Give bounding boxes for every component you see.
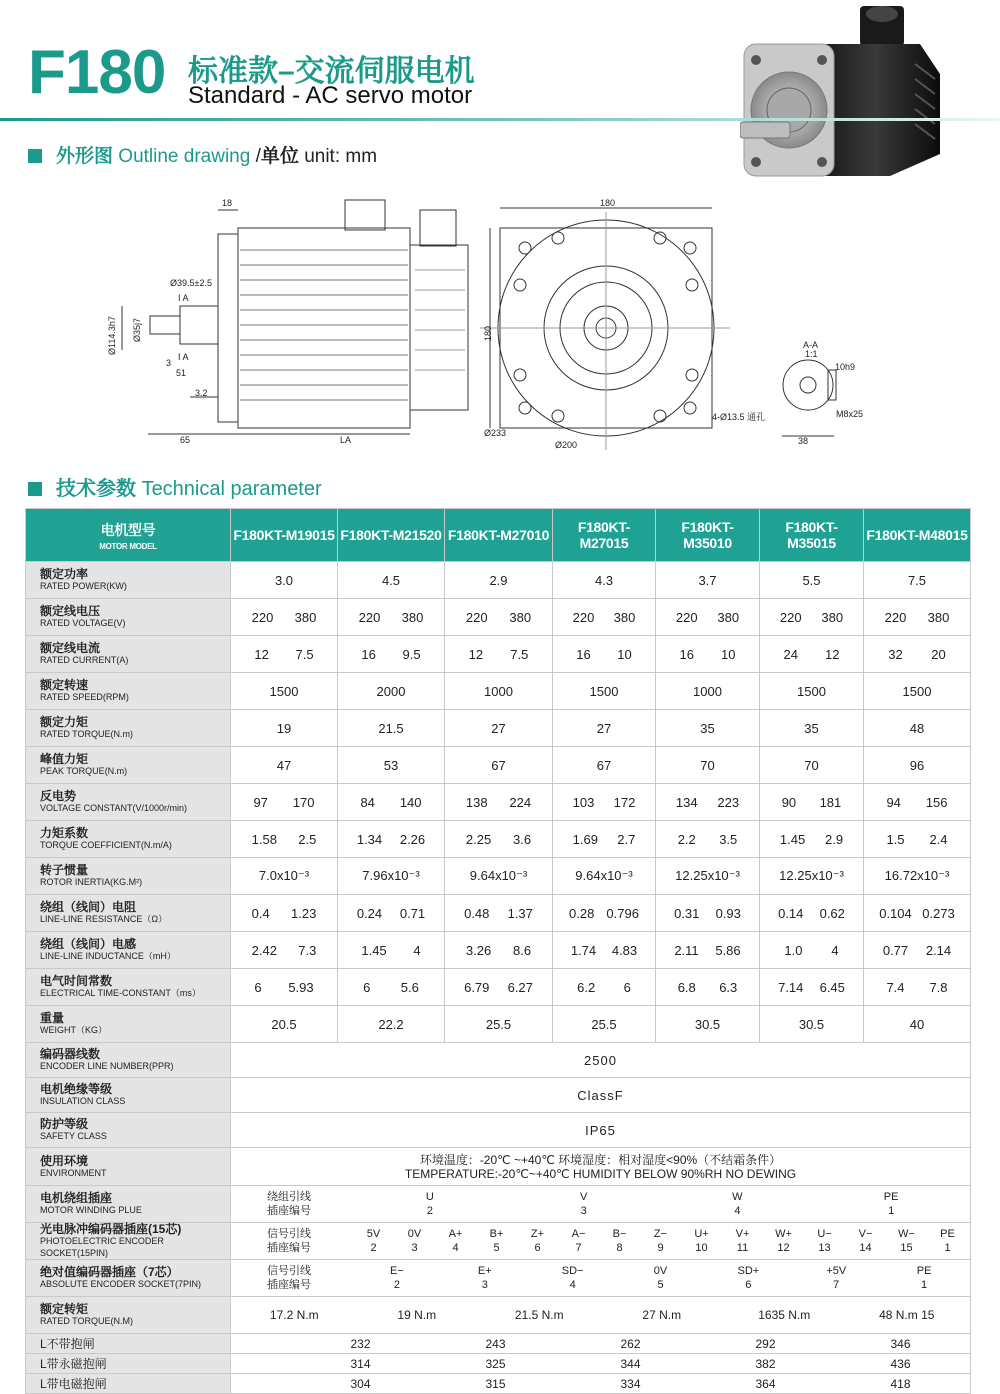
table-cell: 2.11 5.86 (656, 932, 760, 969)
dim-233: Ø233 (484, 428, 507, 438)
rated-torque-values: 17.2 N.m 19 N.m 21.5 N.m 27 N.m 1635 N.m 48 N.m 15 (231, 1297, 971, 1334)
dim-aa: A-A (803, 340, 819, 350)
table-cell: 2.25 3.6 (445, 821, 553, 858)
table-cell: 3.0 (231, 562, 338, 599)
dim-10: 10h9 (835, 362, 856, 372)
table-cell: 1.34 2.26 (338, 821, 445, 858)
table-row (26, 821, 971, 858)
environment-value: 环境温度：-20℃ ~+40℃ 环境湿度：相对湿度<90%（不结霜条件） TEMPERATURE:-20℃~+40℃ HUMIDITY BELOW 90%RH NO DEWING (231, 1148, 971, 1186)
table-row (26, 1148, 971, 1186)
absolute-pins: 信号引线 E− E+ SD− 0V SD+ +5V PE 插座编号 2 3 4 5 6 7 1 (231, 1260, 971, 1297)
motor-model-header: 电机型号 MOTOR MODEL (26, 509, 231, 562)
model-col: F180KT-M35015 (760, 509, 864, 562)
row-label: L不带抱闸 (26, 1334, 231, 1354)
motor-photo (740, 4, 945, 184)
table-cell: 20.5 (231, 1006, 338, 1043)
dim-180-side: 180 (483, 325, 493, 341)
table-cell: 53 (338, 747, 445, 784)
table-row (26, 895, 971, 932)
dim-la: LA (340, 435, 352, 445)
dim-3: 3 (166, 358, 172, 368)
table-cell: 22.2 (338, 1006, 445, 1043)
row-label: L带永磁抱闸 (26, 1354, 231, 1374)
table-row (26, 1354, 971, 1374)
table-cell: 1.45 4 (338, 932, 445, 969)
dim-m8: M8x25 (836, 409, 864, 419)
table-row (26, 1186, 971, 1223)
table-cell: 0.104 0.273 (864, 895, 971, 932)
table-cell: 220 380 (338, 599, 445, 636)
table-row (26, 1078, 971, 1113)
table-row (26, 710, 971, 747)
table-cell: 94 156 (864, 784, 971, 821)
table-cell: 30.5 (656, 1006, 760, 1043)
table-row (26, 932, 971, 969)
model-col: F180KT-M35010 (656, 509, 760, 562)
row-label: 峰值力矩 PEAK TORQUE(N.m) (26, 747, 231, 784)
row-label: 反电势 VOLTAGE CONSTANT(V/1000r/min) (26, 784, 231, 821)
table-cell: 25.5 (553, 1006, 656, 1043)
model-col: F180KT-M19015 (231, 509, 338, 562)
table-cell: 40 (864, 1006, 971, 1043)
outline-drawing (0, 190, 1000, 465)
table-cell: 0.48 1.37 (445, 895, 553, 932)
table-row (26, 1297, 971, 1334)
table-cell: 0.77 2.14 (864, 932, 971, 969)
table-cell: 1.74 4.83 (553, 932, 656, 969)
table-cell: 220 380 (760, 599, 864, 636)
table-cell: 9.64x10⁻³ (445, 858, 553, 895)
row-label: 电机绝缘等级 INSULATION CLASS (26, 1078, 231, 1113)
row-label: 额定线电流 RATED CURRENT(A) (26, 636, 231, 673)
table-cell: 2.9 (445, 562, 553, 599)
row-label: 额定线电压 RATED VOLTAGE(V) (26, 599, 231, 636)
table-row (26, 562, 971, 599)
table-cell: 0.24 0.71 (338, 895, 445, 932)
table-cell: 4.5 (338, 562, 445, 599)
table-cell: 1500 (864, 673, 971, 710)
table-cell: 7.14 6.45 (760, 969, 864, 1006)
table-cell: 220 380 (656, 599, 760, 636)
table-cell: 32 20 (864, 636, 971, 673)
length-values: 314 325 344 382 436 (231, 1354, 971, 1374)
dim-35: Ø35j7 (132, 317, 142, 342)
table-cell: 6.2 6 (553, 969, 656, 1006)
model-col: F180KT-M21520 (338, 509, 445, 562)
dim-holes: 4-Ø13.5 通孔 (712, 412, 766, 422)
table-cell: 7.4 7.8 (864, 969, 971, 1006)
table-cell: 24 12 (760, 636, 864, 673)
table-cell: 3.7 (656, 562, 760, 599)
dim-ia-2: I A (178, 352, 189, 362)
table-cell: 0.14 0.62 (760, 895, 864, 932)
table-cell: 67 (553, 747, 656, 784)
row-label: 重量 WEIGHT（KG） (26, 1006, 231, 1043)
table-cell: 96 (864, 747, 971, 784)
table-cell: 70 (760, 747, 864, 784)
dim-38: 38 (798, 436, 809, 446)
table-cell: 16.72x10⁻³ (864, 858, 971, 895)
table-row (26, 1113, 971, 1148)
table-cell: 1.45 2.9 (760, 821, 864, 858)
table-cell: 1.0 4 (760, 932, 864, 969)
table-cell: 30.5 (760, 1006, 864, 1043)
table-row (26, 969, 971, 1006)
table-cell: 138 224 (445, 784, 553, 821)
section-square-icon (28, 149, 42, 163)
table-cell: 12.25x10⁻³ (656, 858, 760, 895)
row-label: 转子惯量 ROTOR INERTIA(KG.M²) (26, 858, 231, 895)
table-cell: 90 181 (760, 784, 864, 821)
model-col: F180KT-M27015 (553, 509, 656, 562)
length-values: 304 315 334 364 418 (231, 1374, 971, 1394)
table-cell: 9.64x10⁻³ (553, 858, 656, 895)
table-cell: 97 170 (231, 784, 338, 821)
encoder-value: 2500 (231, 1043, 971, 1078)
table-cell: 134 223 (656, 784, 760, 821)
table-cell: 220 380 (553, 599, 656, 636)
dim-65: 65 (180, 435, 191, 445)
table-cell: 16 9.5 (338, 636, 445, 673)
table-header-row (26, 509, 971, 562)
tech-heading: 技术参数 Technical parameter (28, 472, 322, 501)
row-label: 光电脉冲编码器插座(15芯) PHOTOELECTRIC ENCODER SOCKET(15PIN) (26, 1223, 231, 1260)
table-cell: 1.58 2.5 (231, 821, 338, 858)
row-label: 额定力矩 RATED TORQUE(N.m) (26, 710, 231, 747)
table-cell: 4.3 (553, 562, 656, 599)
table-cell: 1000 (445, 673, 553, 710)
winding-pins: 绕组引线 U V W PE 插座编号 2 3 4 1 (231, 1186, 971, 1223)
dim-18: 18 (222, 198, 233, 208)
table-row (26, 1260, 971, 1297)
table-cell: 67 (445, 747, 553, 784)
table-row (26, 636, 971, 673)
header-rule (0, 118, 1000, 121)
table-cell: 35 (760, 710, 864, 747)
table-cell: 6 5.93 (231, 969, 338, 1006)
model-col: F180KT-M48015 (864, 509, 971, 562)
table-cell: 6.79 6.27 (445, 969, 553, 1006)
spec-table (25, 508, 971, 1394)
table-cell: 2000 (338, 673, 445, 710)
dim-180-top: 180 (600, 198, 616, 208)
table-cell: 7.0x10⁻³ (231, 858, 338, 895)
table-cell: 1.69 2.7 (553, 821, 656, 858)
table-cell: 27 (553, 710, 656, 747)
table-row (26, 1334, 971, 1354)
photo-pins: 信号引线 5V 0V A+ B+ Z+ A− B− Z− U+ V+ W+ U− V− W− PE 插座编号 2 3 4 5 6 7 8 9 10 11 12 13 14 15 1 (231, 1223, 971, 1260)
table-cell: 7.5 (864, 562, 971, 599)
table-row (26, 1043, 971, 1078)
row-label: 电气时间常数 ELECTRICAL TIME-CONSTANT（ms） (26, 969, 231, 1006)
table-cell: 1500 (760, 673, 864, 710)
table-cell: 19 (231, 710, 338, 747)
row-label: 使用环境 ENVIRONMENT (26, 1148, 231, 1186)
table-cell: 12 7.5 (445, 636, 553, 673)
table-cell: 48 (864, 710, 971, 747)
row-label: 额定转矩 RATED TORQUE(N.M) (26, 1297, 231, 1334)
table-cell: 84 140 (338, 784, 445, 821)
row-label: 绝对值编码器插座（7芯） ABSOLUTE ENCODER SOCKET(7PIN) (26, 1260, 231, 1297)
table-cell: 1.5 2.4 (864, 821, 971, 858)
table-cell: 47 (231, 747, 338, 784)
row-label: 绕组（线间）电感 LINE-LINE INDUCTANCE（mH） (26, 932, 231, 969)
table-cell: 5.5 (760, 562, 864, 599)
table-cell: 27 (445, 710, 553, 747)
table-row (26, 1006, 971, 1043)
title-en: Standard - AC servo motor (188, 82, 473, 109)
row-label: 绕组（线间）电阻 LINE-LINE RESISTANCE（Ω） (26, 895, 231, 932)
table-cell: 70 (656, 747, 760, 784)
row-label: 额定转速 RATED SPEED(RPM) (26, 673, 231, 710)
dim-200: Ø200 (555, 440, 578, 450)
table-cell: 220 380 (445, 599, 553, 636)
table-cell: 1500 (231, 673, 338, 710)
table-cell: 0.28 0.796 (553, 895, 656, 932)
length-values: 232 243 262 292 346 (231, 1334, 971, 1354)
section-square-icon (28, 482, 42, 496)
row-label: 力矩系数 TORQUE COEFFICIENT(N.m/A) (26, 821, 231, 858)
model-col: F180KT-M27010 (445, 509, 553, 562)
row-label: L带电磁抱闸 (26, 1374, 231, 1394)
table-cell: 2.2 3.5 (656, 821, 760, 858)
table-row (26, 858, 971, 895)
table-cell: 6 5.6 (338, 969, 445, 1006)
dim-ia-1: I A (178, 293, 189, 303)
title-cn: 标准款–交流伺服电机 (188, 55, 475, 88)
dim-114: Ø114.3h7 (107, 316, 117, 355)
table-cell: 21.5 (338, 710, 445, 747)
table-cell: 25.5 (445, 1006, 553, 1043)
table-cell: 220 380 (231, 599, 338, 636)
table-cell: 35 (656, 710, 760, 747)
table-row (26, 784, 971, 821)
table-row (26, 599, 971, 636)
table-cell: 103 172 (553, 784, 656, 821)
table-row (26, 1374, 971, 1394)
insulation-value: ClassF (231, 1078, 971, 1113)
table-cell: 12 7.5 (231, 636, 338, 673)
table-cell: 220 380 (864, 599, 971, 636)
table-cell: 6.8 6.3 (656, 969, 760, 1006)
table-cell: 1000 (656, 673, 760, 710)
row-label: 编码器线数 ENCODER LINE NUMBER(PPR) (26, 1043, 231, 1078)
table-cell: 12.25x10⁻³ (760, 858, 864, 895)
outline-heading: 外形图 Outline drawing /单位 unit: mm (28, 141, 377, 168)
row-label: 电机绕组插座 MOTOR WINDING PLUE (26, 1186, 231, 1223)
table-cell: 3.26 8.6 (445, 932, 553, 969)
table-cell: 1500 (553, 673, 656, 710)
table-cell: 16 10 (656, 636, 760, 673)
table-cell: 16 10 (553, 636, 656, 673)
dim-aa-scale: 1:1 (805, 349, 818, 359)
table-cell: 0.4 1.23 (231, 895, 338, 932)
model-title: F180 (28, 38, 166, 107)
row-label: 额定功率 RATED POWER(KW) (26, 562, 231, 599)
dim-39: Ø39.5±2.5 (170, 278, 212, 288)
row-label: 防护等级 SAFETY CLASS (26, 1113, 231, 1148)
dim-32: 3.2 (195, 388, 208, 398)
table-cell: 0.31 0.93 (656, 895, 760, 932)
safety-value: IP65 (231, 1113, 971, 1148)
table-cell: 7.96x10⁻³ (338, 858, 445, 895)
table-row (26, 1223, 971, 1260)
table-row (26, 673, 971, 710)
table-cell: 2.42 7.3 (231, 932, 338, 969)
table-row (26, 747, 971, 784)
dim-51: 51 (176, 368, 187, 378)
